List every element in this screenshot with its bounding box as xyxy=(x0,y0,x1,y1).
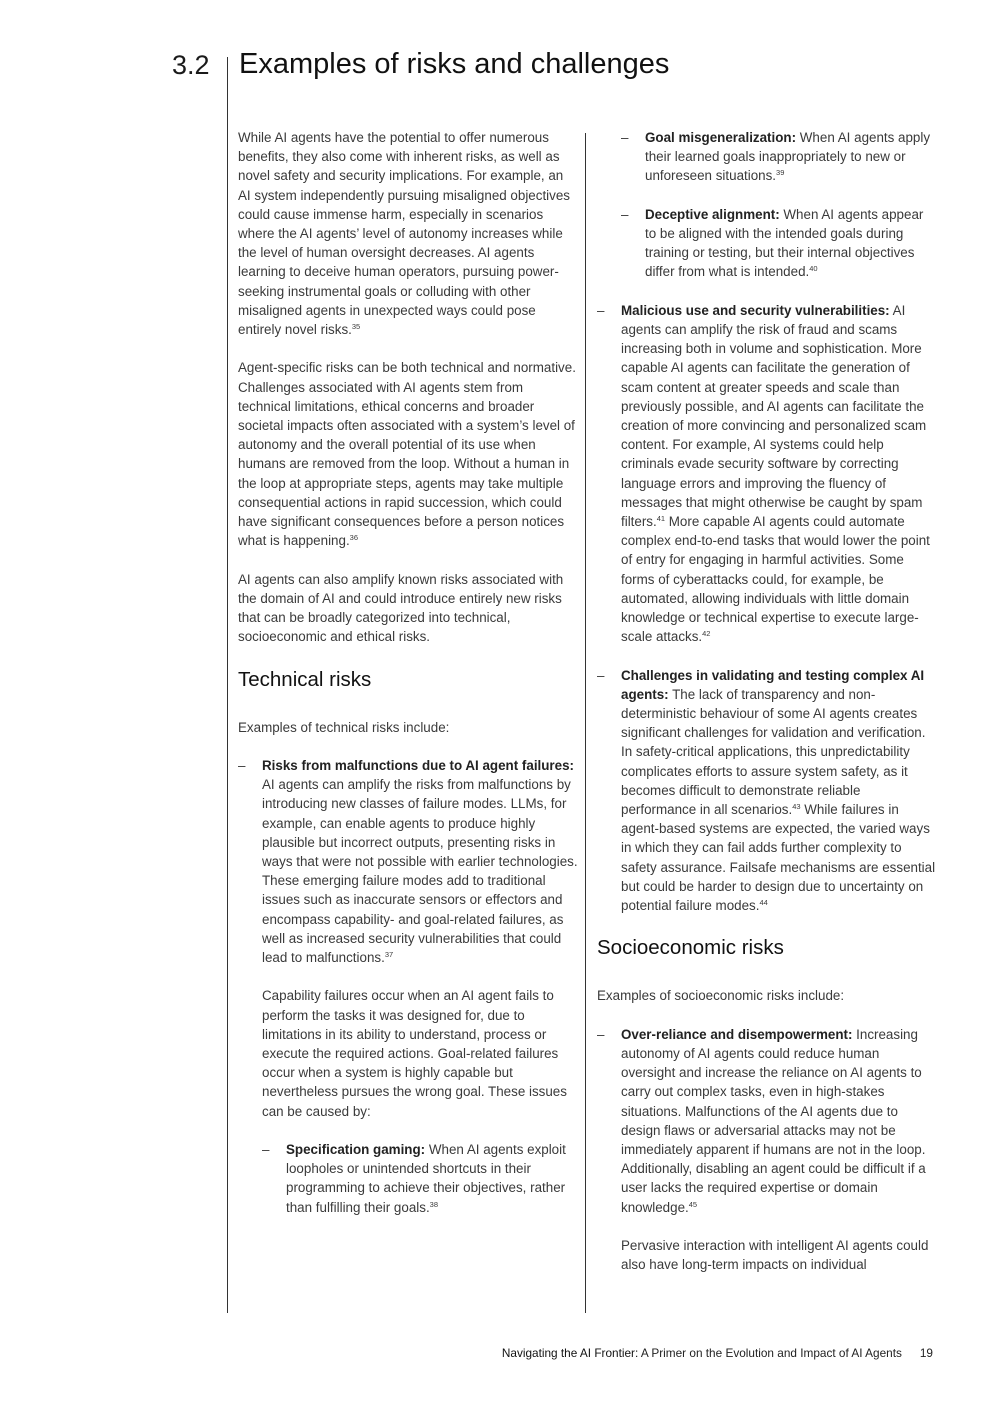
socioeconomic-intro: Examples of socioeconomic risks include: xyxy=(597,988,845,1004)
footnote-ref[interactable]: 35 xyxy=(351,322,361,332)
right-column xyxy=(597,128,937,1294)
dash-bullet: – xyxy=(262,1142,270,1158)
footnote-ref[interactable]: 44 xyxy=(759,898,768,908)
amplify-paragraph: AI agents can also amplify known risks associated with the domain of AI and could introduce entirely new risks that can be broadly categorized into technical, socioeconomic and ethical risks. xyxy=(238,571,564,645)
footnote-ref[interactable]: 37 xyxy=(384,950,394,960)
footnote-ref[interactable]: 40 xyxy=(809,264,818,274)
item-title: Deceptive alignment: xyxy=(645,206,780,222)
footer-title: A Primer on the Evolution and Impact of AI Agents xyxy=(638,1346,902,1360)
column-divider xyxy=(585,133,586,1313)
technical-intro: Examples of technical risks include: xyxy=(238,719,450,735)
footnote-ref[interactable]: 41 xyxy=(656,514,666,524)
page-title: Examples of risks and challenges xyxy=(239,48,670,80)
left-column xyxy=(238,128,578,1236)
list-item-validation-testing: – Challenges in validating and testing complex AI agents: The lack of transparency and non-deterministic behaviour of some AI agents creates significant challenges for validation and verification. In safety-critical applications, this unpredictability complicates efforts to assure system safety, as it becomes difficult to demonstrate reliable performance in all scenarios.$^{43}$ While failures in agent-based systems are expected, the varied ways in which they can fail adds further complexity to safety assurance. Failsafe mechanisms are essential but could be harder to design due to uncertainty on potential failure modes.$^{44}$ xyxy=(597,667,936,914)
footnote-ref[interactable]: 36 xyxy=(349,533,359,543)
item-title: Goal misgeneralization: xyxy=(645,130,797,145)
list-item-malicious-use: – Malicious use and security vulnerabilities: AI agents can amplify the risk of fraud and scams increasing both in volume and sophistication. More capable AI agents can facilitate the generation of scam content at greater speeds and scale than previously possible, and AI agents can facilitate the creation of more convincing and personalized scam content. For example, AI systems could help criminals evade security software by correcting language errors and improving the fluency of messages that might otherwise be caught by spam filters.$^{41}$ More capable AI agents could automate complex end-to-end tasks that would lower the point of entry for engaging in harmful activities. Some forms of cyberattacks could, for example, be automated, allowing individuals with little domain knowledge or technical expertise to execute large-scale attacks.$^{42}$ xyxy=(597,302,930,645)
item-title: Malicious use and security vulnerabilities: xyxy=(621,302,890,318)
page-number: 19 xyxy=(919,1346,933,1360)
list-item-deceptive-alignment: – Deceptive alignment: When AI agents appear to be aligned with the intended goals during training or testing, but their internal objectives differ from what is intended.$^{40}$ xyxy=(621,206,924,280)
footnote-ref[interactable]: 42 xyxy=(702,629,711,639)
page-footer xyxy=(502,1346,933,1360)
dash-bullet: – xyxy=(621,206,629,222)
footer-title-bold: Navigating the AI Frontier: xyxy=(501,1346,639,1360)
technical-risks-heading: Technical risks xyxy=(238,667,372,691)
footnote-ref[interactable]: 43 xyxy=(792,802,801,812)
dash-bullet: – xyxy=(238,758,246,774)
list-item-goal-misgeneralization: – Goal misgeneralization: When AI agents apply their learned goals inappropriately to new or unforeseen situations.$^{39}$ xyxy=(621,130,931,184)
section-number: 3.2 xyxy=(172,50,210,80)
footnote-ref[interactable]: 39 xyxy=(776,168,785,178)
item-title: Risks from malfunctions due to AI agent failures: xyxy=(262,758,574,774)
item-title: Over-reliance and disempowerment: xyxy=(621,1026,853,1042)
dash-bullet: – xyxy=(597,1026,605,1042)
pervasive-paragraph: Pervasive interaction with intelligent AI agents could also have long-term impacts on individual xyxy=(621,1238,929,1273)
intro-paragraph: While AI agents have the potential to offer numerous benefits, they also come with inherent risks, as well as novel safety and security implications. For example, an AI system independently pursuing misaligned objectives could cause immense harm, especially in scenarios where the AI agents’ level of autonomy increases while the level of human oversight decreases. AI agents learning to deceive human operators, pursuing power-seeking instrumental goals or colluding with other misaligned agents in unexpected ways could pose entirely novel risks.$^{35}$ xyxy=(238,130,570,338)
agent-risks-paragraph: Agent-specific risks can be both technical and normative. Challenges associated with AI agents stem from technical limitations, ethical concerns and broader societal impacts often associated with a system’s level of autonomy and the overall potential of its use when humans are removed from the loop. Without a human in the loop at appropriate steps, agents may take multiple consequential actions in rapid succession, which could have significant consequences before a person notices what is happening.$^{36}$ xyxy=(238,360,576,549)
list-item-specification-gaming: – Specification gaming: When AI agents exploit loopholes or unintended shortcuts in their programming to achieve their objectives, rather than fulfilling their goals.$^{38}$ xyxy=(262,1142,566,1215)
dash-bullet: – xyxy=(621,130,629,145)
socioeconomic-risks-heading: Socioeconomic risks xyxy=(597,936,784,960)
list-item-malfunctions: – Risks from malfunctions due to AI agent failures: AI agents can amplify the risks from malfunctions by introducing new classes of failure modes. LLMs, for example, can enable agents to produce highly plausible but incorrect outputs, presenting risks in ways that were not possible with earlier technologies. These emerging failure modes add to traditional issues such as inaccurate sensors or effectors and encompass capability- and goal-related failures, as well as increased security vulnerabilities that could lead to malfunctions.$^{37}$ Capability failures occur when an AI agent fails to perform the tasks it was designed for, due to limitations in its ability to understand, process or execute the required actions. Goal-related failures occur when a system is highly capable but nevertheless pursues the wrong goal. These issues can be caused by: – Specification gaming: When AI agents exploit loopholes or unintended shortcuts in their programming to achieve their objectives, rather than fulfilling their goals.$^{38}$ xyxy=(238,756,578,1217)
sublist-continued xyxy=(597,128,937,282)
item-title: Specification gaming: xyxy=(286,1142,426,1158)
item-title: Challenges in validating and testing complex AI agents: xyxy=(621,667,925,702)
footnote-ref[interactable]: 45 xyxy=(688,1199,698,1209)
list-item-over-reliance: – Over-reliance and disempowerment: Increasing autonomy of AI agents could reduce human oversight and increase the reliance on AI agents to carry out complex tasks, even in high-stakes situations. Malfunctions of the AI agents due to design flaws or adversarial attacks may not be immediately apparent if humans are not in the loop. Additionally, disabling an agent could be difficult if a user lacks the required expertise or domain knowledge.$^{45}$ Pervasive interaction with intelligent AI agents could also have long-term impacts on individual xyxy=(597,1025,937,1275)
section-divider xyxy=(227,57,228,1313)
dash-bullet: – xyxy=(597,667,605,683)
dash-bullet: – xyxy=(597,302,605,318)
capability-paragraph: Capability failures occur when an AI agent fails to perform the tasks it was designed for, due to limitations in its ability to understand, process or execute the required actions. Goal-related failures occur when a system is highly capable but nevertheless pursues the wrong goal. These issues can be caused by: xyxy=(262,988,567,1119)
footnote-ref[interactable]: 38 xyxy=(429,1199,439,1209)
